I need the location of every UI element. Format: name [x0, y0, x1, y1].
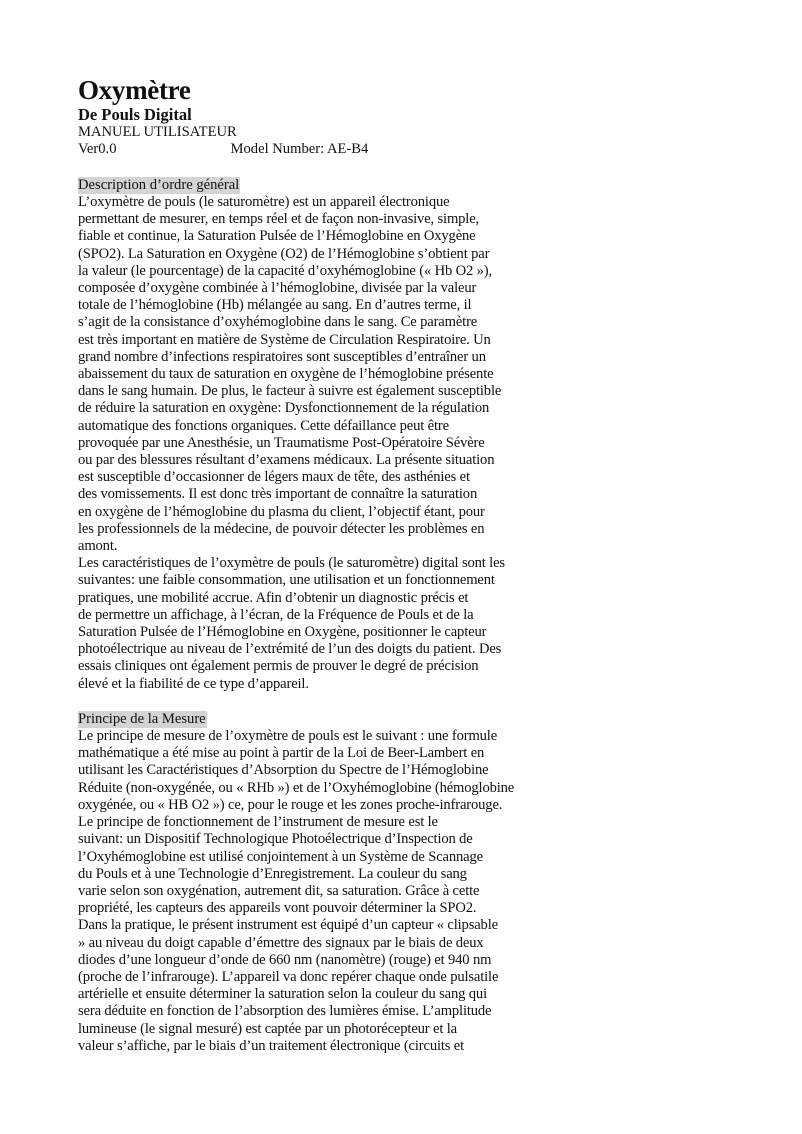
text-line: de permettre un affichage, à l’écran, de la Fréquence de Pouls et de la	[78, 606, 474, 623]
text-line: oxygénée, ou « HB O2 ») ce, pour le rouge et les zones proche-infrarouge.	[78, 796, 503, 813]
text-line: Le principe de mesure de l’oxymètre de pouls est le suivant : une formule	[78, 728, 498, 745]
text-line: suivantes: une faible consommation, une utilisation et un fonctionnement	[78, 572, 495, 589]
text-line: la valeur (le pourcentage) de la capacité d’oxyhémoglobine (« Hb O2 »),	[78, 262, 493, 279]
text-line: automatique des fonctions organiques. Cette défaillance peut être	[78, 417, 449, 434]
text-line: de réduire la saturation en oxygène: Dysfonctionnement de la régulation	[78, 400, 490, 417]
text-line: diodes d’une longueur d’onde de 660 nm (nanomètre) (rouge) et 940 nm	[78, 951, 492, 968]
text-line: abaissement du taux de saturation en oxygène de l’hémoglobine présente	[78, 365, 494, 382]
document-page	[78, 74, 514, 1055]
text-line: ou par des blessures résultant d’examens médicaux. La présente situation	[78, 451, 495, 468]
text-line: pratiques, une mobilité accrue. Afin d’obtenir un diagnostic précis et	[78, 589, 469, 606]
text-line: des vomissements. Il est donc très important de connaître la saturation	[78, 486, 478, 503]
document-title: Oxymètre	[78, 75, 191, 105]
model-number: Model Number: AE-B4	[230, 141, 369, 158]
section-body	[78, 728, 514, 1055]
text-line: s’agit de la consistance d’oxyhémoglobine dans le sang. Ce paramètre	[78, 314, 478, 331]
text-line: essais cliniques ont également permis de prouver le degré de précision	[78, 658, 479, 675]
text-line: artérielle et ensuite déterminer la saturation selon la couleur du sang qui	[78, 986, 487, 1003]
text-line: varie selon son oxygénation, autrement dit, sa saturation. Grâce à cette	[78, 882, 480, 899]
section-heading: Principe de la Mesure	[78, 710, 206, 727]
manual-label: MANUEL UTILISATEUR	[78, 124, 237, 140]
text-line: en oxygène de l’hémoglobine du plasma du client, l’objectif étant, pour	[78, 503, 485, 520]
text-line: les professionnels de la médecine, de pouvoir détecter les problèmes en	[78, 520, 485, 537]
text-line: provoquée par une Anesthésie, un Traumatisme Post-Opératoire Sévère	[78, 434, 485, 451]
text-line: amont.	[78, 537, 118, 554]
text-line: Dans la pratique, le présent instrument est équipé d’un capteur « clipsable	[78, 917, 498, 934]
section-description	[78, 176, 514, 693]
text-line: Saturation Pulsée de l’Hémoglobine en Oxygène, positionner le capteur	[78, 623, 487, 640]
text-line: propriété, les capteurs des appareils vont pouvoir déterminer la SPO2.	[78, 900, 477, 917]
text-line: Réduite (non-oxygénée, ou « RHb ») et de l’Oxyhémoglobine (hémoglobine	[78, 779, 515, 796]
text-line: dans le sang humain. De plus, le facteur à suivre est également susceptible	[78, 383, 502, 400]
section-body	[78, 194, 514, 693]
section-principe	[78, 710, 514, 1055]
text-line: est très important en matière de Système de Circulation Respiratoire. Un	[78, 331, 491, 348]
text-line: sera déduite en fonction de l’absorption des lumières émise. L’amplitude	[78, 1003, 492, 1020]
version-label: Ver0.0	[78, 141, 117, 158]
text-line: Les caractéristiques de l’oxymètre de pouls (le saturomètre) digital sont les	[78, 555, 505, 572]
text-line: permettant de mesurer, en temps réel et de façon non-invasive, simple,	[78, 211, 480, 228]
section-heading: Description d’ordre général	[78, 176, 240, 193]
text-line: du Pouls et à une Technologie d’Enregistrement. La couleur du sang	[78, 865, 467, 882]
text-line: composée d’oxygène combinée à l’hémoglobine, divisée par la valeur	[78, 279, 477, 296]
text-line: est susceptible d’occasionner de légers maux de tête, des asthénies et	[78, 469, 470, 486]
text-line: mathématique a été mise au point à partir de la Loi de Beer-Lambert en	[78, 745, 485, 762]
text-line: (proche de l’infrarouge). L’appareil va donc repérer chaque onde pulsatile	[78, 968, 499, 985]
text-line: (SPO2). La Saturation en Oxygène (O2) de l’Hémoglobine s’obtient par	[78, 245, 490, 262]
text-line: fiable et continue, la Saturation Pulsée de l’Hémoglobine en Oxygène	[78, 228, 476, 245]
text-line: lumineuse (le signal mesuré) est captée par un photorécepteur et la	[78, 1020, 457, 1037]
text-line: totale de l’hémoglobine (Hb) mélangée au sang. En d’autres terme, il	[78, 297, 472, 314]
text-line: utilisant les Caractéristiques d’Absorption du Spectre de l’Hémoglobine	[78, 762, 489, 779]
text-line: valeur s’affiche, par le biais d’un traitement électronique (circuits et	[78, 1037, 465, 1054]
text-line: photoélectrique au niveau de l’extrémité de l’un des doigts du patient. Des	[78, 641, 502, 658]
version-row	[78, 141, 514, 158]
text-line: grand nombre d’infections respiratoires sont susceptibles d’entraîner un	[78, 348, 486, 365]
text-line: élevé et la fiabilité de ce type d’appareil.	[78, 675, 309, 692]
text-line: Le principe de fonctionnement de l’instrument de mesure est le	[78, 814, 438, 831]
text-line: l’Oxyhémoglobine est utilisé conjointement à un Système de Scannage	[78, 848, 483, 865]
text-line: L’oxymètre de pouls (le saturomètre) est un appareil électronique	[78, 193, 450, 210]
text-line: » au niveau du doigt capable d’émettre des signaux par le biais de deux	[78, 934, 484, 951]
text-line: suivant: un Dispositif Technologique Photoélectrique d’Inspection de	[78, 831, 473, 848]
document-subtitle: De Pouls Digital	[78, 105, 192, 124]
